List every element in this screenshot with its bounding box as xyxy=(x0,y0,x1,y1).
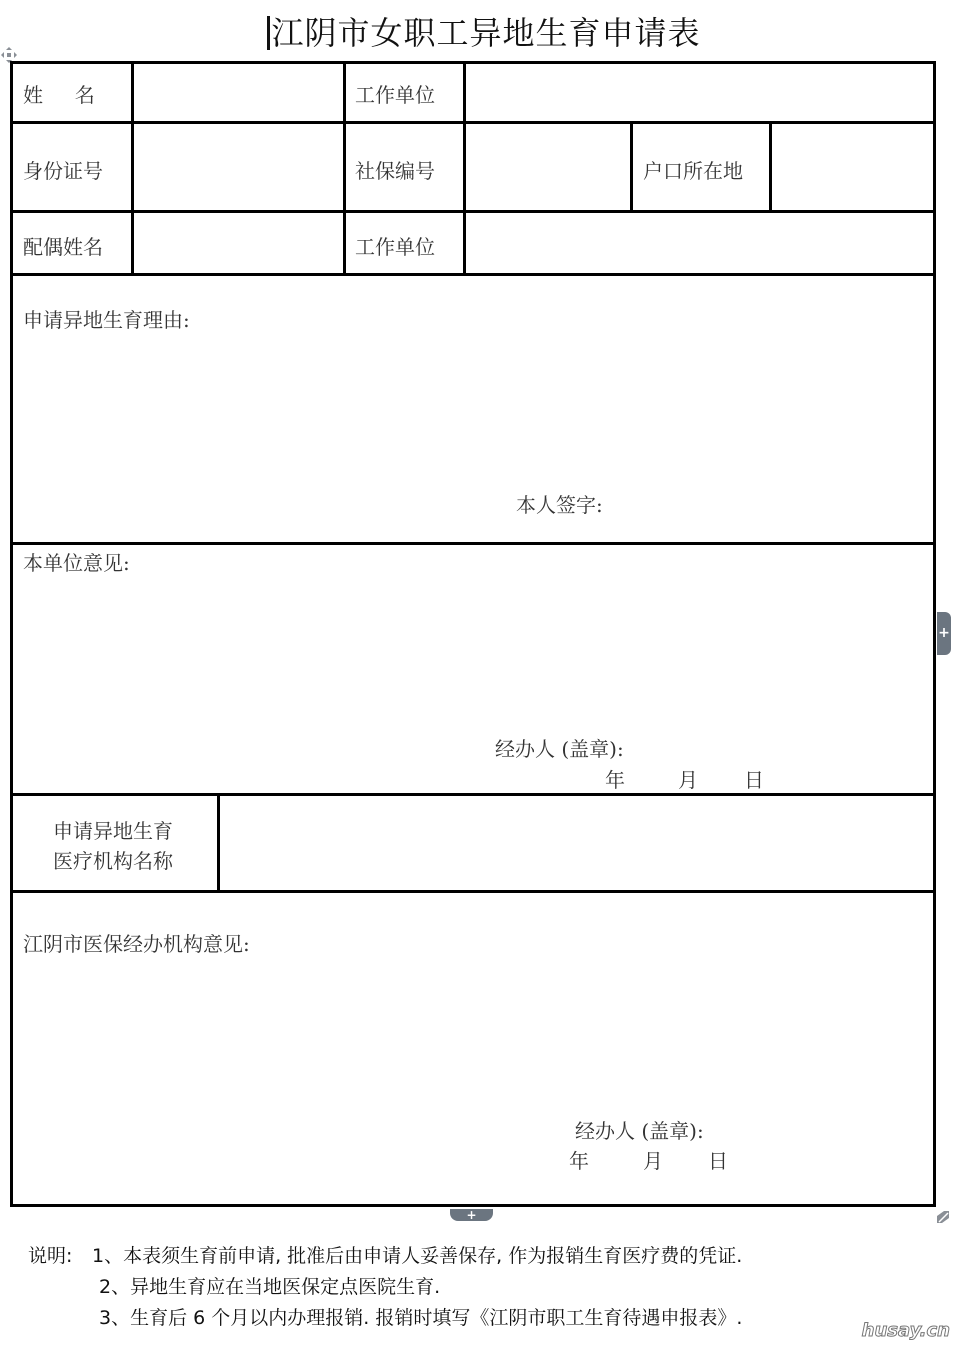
institution-field[interactable] xyxy=(220,796,933,890)
notes-prefix: 说明: xyxy=(28,1245,73,1267)
insurance-handler-label: 经办人 (盖章): xyxy=(575,1119,704,1143)
unit-handler-label: 经办人 (盖章): xyxy=(495,737,624,761)
title-text: 江阴市女职工异地生育申请表 xyxy=(271,14,701,52)
row-divider xyxy=(10,890,936,893)
institution-label-line1: 申请异地生育 xyxy=(53,819,173,843)
employer-field[interactable] xyxy=(466,64,933,121)
plus-icon: + xyxy=(466,1208,477,1222)
plus-icon: + xyxy=(938,625,950,641)
insurance-opinion-label: 江阴市医保经办机构意见: xyxy=(23,932,250,956)
document-title xyxy=(0,8,968,54)
name-field[interactable] xyxy=(134,64,343,121)
column-divider xyxy=(343,61,346,276)
insurance-date-month: 月 xyxy=(643,1149,663,1173)
id-number-label: 身份证号 xyxy=(23,159,103,183)
add-column-button[interactable] xyxy=(937,612,951,655)
unit-date-month: 月 xyxy=(678,768,698,792)
reason-field[interactable] xyxy=(13,335,933,485)
employer-label: 工作单位 xyxy=(355,83,435,107)
insurance-date-day: 日 xyxy=(708,1149,728,1173)
unit-date-day: 日 xyxy=(744,768,764,792)
name-label: 姓 名 xyxy=(23,83,95,107)
reason-label: 申请异地生育理由: xyxy=(23,308,190,332)
hukou-label: 户口所在地 xyxy=(643,159,743,183)
social-security-field[interactable] xyxy=(466,124,630,210)
id-number-field[interactable] xyxy=(134,124,343,210)
note-item: 2、异地生育应在当地医保定点医院生育. xyxy=(99,1276,441,1298)
row-divider xyxy=(10,542,936,545)
note-item: 1、本表须生育前申请, 批准后由申请人妥善保存, 作为报销生育医疗费的凭证. xyxy=(92,1245,743,1267)
spouse-name-label: 配偶姓名 xyxy=(23,235,103,259)
spouse-name-field[interactable] xyxy=(134,213,343,273)
institution-label-line2: 医疗机构名称 xyxy=(53,849,173,873)
spouse-employer-field[interactable] xyxy=(466,213,933,273)
add-row-button[interactable] xyxy=(450,1209,493,1221)
note-item: 3、生育后 6 个月以内办理报销. 报销时填写《江阴市职工生育待遇申报表》. xyxy=(99,1307,743,1329)
row-divider xyxy=(10,273,936,276)
table-border-right xyxy=(933,61,936,1207)
table-border-bottom xyxy=(10,1204,936,1207)
watermark-logo: husay.cn xyxy=(861,1320,950,1341)
unit-opinion-label: 本单位意见: xyxy=(23,551,130,575)
spouse-employer-label: 工作单位 xyxy=(355,235,435,259)
social-security-label: 社保编号 xyxy=(355,159,435,183)
insurance-date-year: 年 xyxy=(569,1149,589,1173)
insurance-opinion-field[interactable] xyxy=(13,960,933,1110)
unit-date-year: 年 xyxy=(605,768,625,792)
table-resize-handle-icon[interactable] xyxy=(937,1208,949,1220)
column-divider xyxy=(630,121,633,213)
signature-label: 本人签字: xyxy=(516,493,603,517)
hukou-field[interactable] xyxy=(772,124,933,210)
unit-opinion-field[interactable] xyxy=(13,575,933,725)
